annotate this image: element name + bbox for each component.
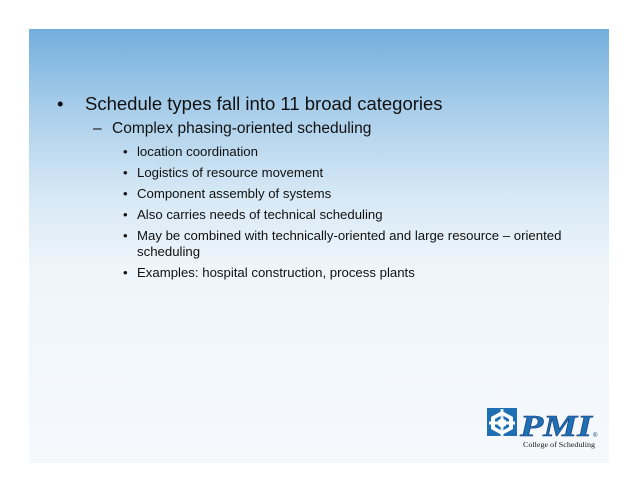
bullet-dot: • <box>123 186 128 201</box>
sub-bullet-item <box>57 186 597 202</box>
pmi-emblem-icon <box>487 408 517 436</box>
registered-mark: ® <box>593 433 598 439</box>
sub-bullet-text: Logistics of resource movement <box>137 165 324 180</box>
sub-bullet-item <box>57 265 597 281</box>
pmi-logo <box>487 406 599 450</box>
sub-bullet-text: May be combined with technically-oriented and large resource – oriented scheduling <box>137 228 562 259</box>
pmi-brand-text: PMI <box>518 408 594 443</box>
slide-background <box>29 29 609 463</box>
bullet-dash: – <box>93 120 102 137</box>
sub-bullet-text: location coordination <box>137 144 258 159</box>
bullet-dot: • <box>123 265 128 280</box>
sub-bullet-text: Also carries needs of technical scheduling <box>137 207 383 222</box>
pmi-caption: College of Scheduling <box>523 440 596 449</box>
bullet-level2-text: Complex phasing-oriented scheduling <box>112 120 372 137</box>
bullet-dot: • <box>123 144 128 159</box>
sub-bullet-item <box>57 207 597 223</box>
sub-bullet-item <box>57 228 597 260</box>
sub-bullet-text: Examples: hospital construction, process plants <box>137 265 415 280</box>
bullet-dot: • <box>123 165 128 180</box>
bullet-dot: • <box>123 228 128 243</box>
bullet-level1-text: Schedule types fall into 11 broad categories <box>85 93 443 114</box>
bullet-dot: • <box>123 207 128 222</box>
bullet-level2 <box>57 119 597 139</box>
slide-content <box>57 93 597 286</box>
bullet-level1 <box>57 93 597 115</box>
sub-bullet-text: Component assembly of systems <box>137 186 332 201</box>
sub-bullet-item <box>57 144 597 160</box>
bullet-dot: • <box>57 93 64 114</box>
sub-bullet-list <box>57 144 597 281</box>
sub-bullet-item <box>57 165 597 181</box>
